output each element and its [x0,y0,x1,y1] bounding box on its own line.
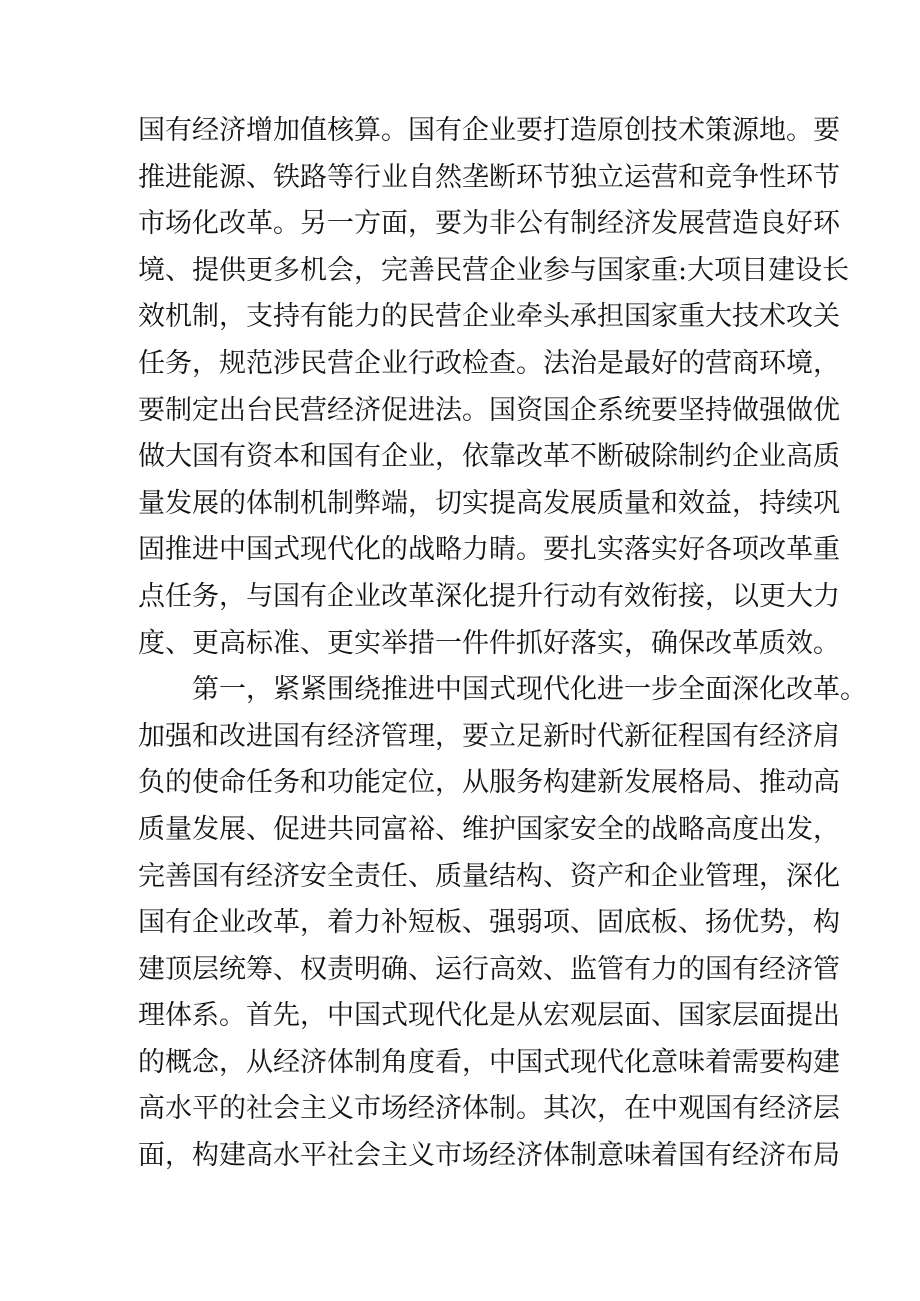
text-line: 点任务，与国有企业改革深化提升行动有效衔接，以更大力 [138,580,840,612]
text-line: 国有企业改革，着力补短板、强弱项、固底板、扬优势，构 [138,907,840,939]
text-line: 的概念，从经济体制角度看，中国式现代化意味着需要构建 [138,1046,840,1078]
text-line: 境、提供更多机会，完善民营企业参与国家重:大项目建设长 [138,254,850,286]
text-line: 国有经济增加值核算。国有企业要打造原创技术策源地。要 [138,115,840,146]
text-line: 做大国有资本和国有企业，依靠改革不断破除制约企业高质 [138,441,840,473]
text-line: 建顶层统筹、权责明确、运行高效、监管有力的国有经济管 [138,953,840,985]
text-line: 要制定出台民营经济促进法。国资国企系统要坚持做强做优 [138,394,840,426]
text-line: 理体系。首先，中国式现代化是从宏观层面、国家层面提出 [138,1000,840,1032]
text-line: 完善国有经济安全责任、质量结构、资产和企业管理，深化 [138,860,840,892]
text-line: 任务，规范涉民营企业行政检查。法治是最好的营商环境， [138,347,840,379]
body-text [138,108,867,1180]
text-line: 市场化改革。另一方面，要为非公有制经济发展营造良好环 [138,208,840,240]
text-line: 加强和改进国有经济管理，要立足新时代新征程国有经济肩 [138,720,840,752]
text-line: 面，构建高水平社会主义市场经济体制意味着国有经济布局 [138,1140,840,1172]
text-line: 度、更高标准、更实举措一件件抓好落实，确保改革质效。 [138,627,840,659]
text-line: 高水平的社会主义市场经济体制。其次，在中观国有经济层 [138,1093,840,1125]
text-line: 效机制，支持有能力的民营企业牵头承担国家重大技术攻关 [138,301,840,333]
text-line: 量发展的体制机制弊端，切实提高发展质量和效益，持续巩 [138,487,840,519]
paragraph-start-line: 第一，紧紧围绕推进中国式现代化进一步全面深化改革。 [192,674,867,706]
text-line: 固推进中国式现代化的战略力睛。要扎实落实好各项改革重 [138,534,840,566]
text-line: 推进能源、铁路等行业自然垄断环节独立运营和竞争性环节 [138,161,840,193]
text-line: 负的使命任务和功能定位，从服务构建新发展格局、推动高 [138,767,840,799]
text-line: 质量发展、促进共同富裕、维护国家安全的战略高度出发， [138,813,840,845]
